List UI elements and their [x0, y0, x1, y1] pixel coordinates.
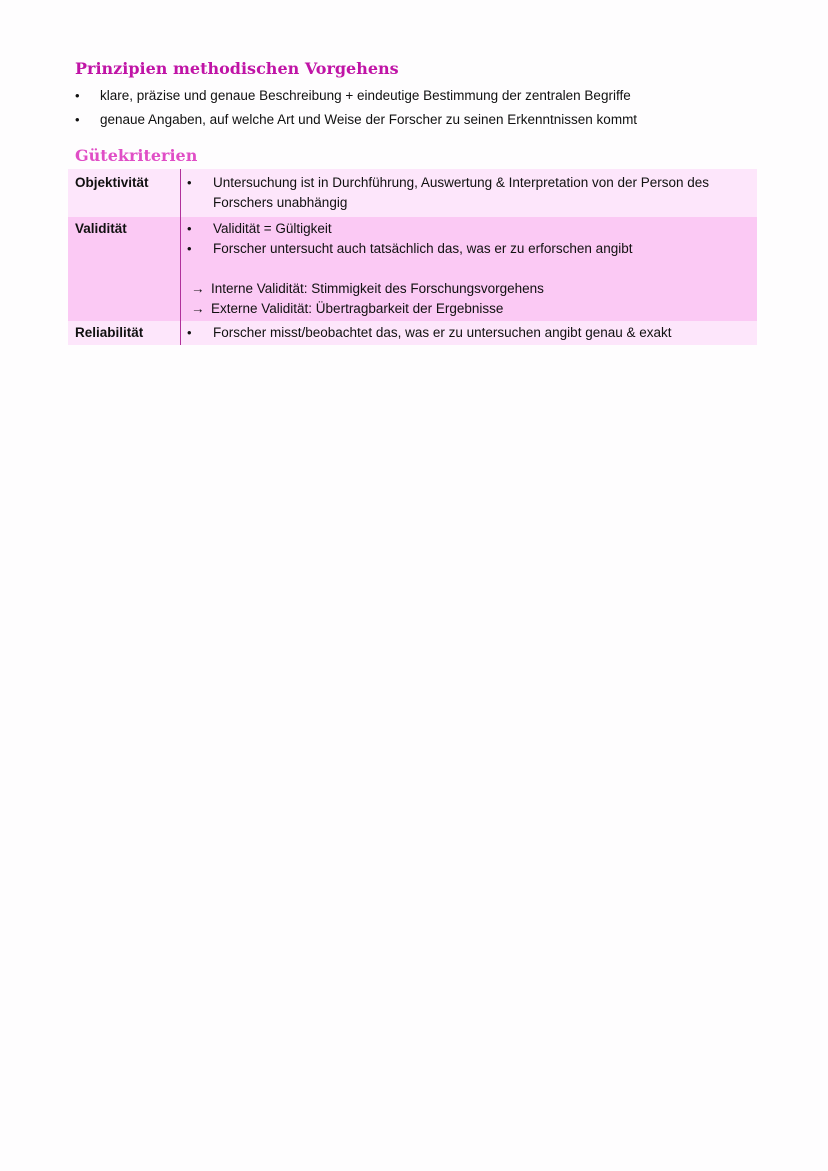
- row-content: [181, 217, 758, 321]
- list-item: [75, 108, 775, 132]
- row-content: [181, 321, 758, 345]
- list-item-text: Forscher misst/beobachtet das, was er zu untersuchen angibt genau & exakt: [213, 325, 672, 340]
- table-row-reliability: [68, 321, 757, 345]
- arrow-right-icon: →: [191, 301, 205, 316]
- bullet-icon: •: [187, 241, 192, 256]
- criteria-heading: Gütekriterien: [75, 146, 198, 165]
- arrow-item: [187, 279, 751, 299]
- principles-heading: Prinzipien methodischen Vorgehens: [75, 59, 399, 78]
- list-item: [187, 239, 751, 259]
- row-label: Objektivität: [68, 169, 181, 217]
- arrow-item-text: Externe Validität: Übertragbarkeit der Ergebnisse: [211, 301, 504, 316]
- bullet-icon: •: [187, 325, 192, 340]
- list-item-text: genaue Angaben, auf welche Art und Weise der Forscher zu seinen Erkenntnissen kommt: [100, 112, 638, 127]
- row-content: [181, 169, 758, 217]
- table-row-validity: [68, 217, 757, 321]
- principles-list: [75, 84, 775, 132]
- list-item: [187, 219, 751, 239]
- criteria-table: [68, 169, 757, 345]
- arrow-item: [187, 299, 751, 319]
- arrow-item-text: Interne Validität: Stimmigkeit des Forschungsvorgehens: [211, 281, 544, 296]
- bullet-icon: •: [75, 88, 80, 103]
- list-item-text: Untersuchung ist in Durchführung, Auswertung & Interpretation von der Person des Forschers unabhängig: [213, 175, 710, 210]
- list-item: [187, 173, 751, 213]
- arrow-right-icon: →: [191, 281, 205, 296]
- list-item-text: Validität = Gültigkeit: [213, 221, 332, 236]
- bullet-icon: •: [187, 221, 192, 236]
- list-item: [75, 84, 775, 108]
- row-label: Validität: [68, 217, 181, 321]
- bullet-icon: •: [75, 112, 80, 127]
- table-row-objectivity: [68, 169, 757, 217]
- spacer: [187, 259, 751, 279]
- list-item-text: klare, präzise und genaue Beschreibung + eindeutige Bestimmung der zentralen Begriffe: [100, 88, 631, 103]
- list-item-text: Forscher untersucht auch tatsächlich das, was er zu erforschen angibt: [213, 241, 633, 256]
- row-label: Reliabilität: [68, 321, 181, 345]
- list-item: [187, 323, 751, 343]
- bullet-icon: •: [187, 175, 192, 190]
